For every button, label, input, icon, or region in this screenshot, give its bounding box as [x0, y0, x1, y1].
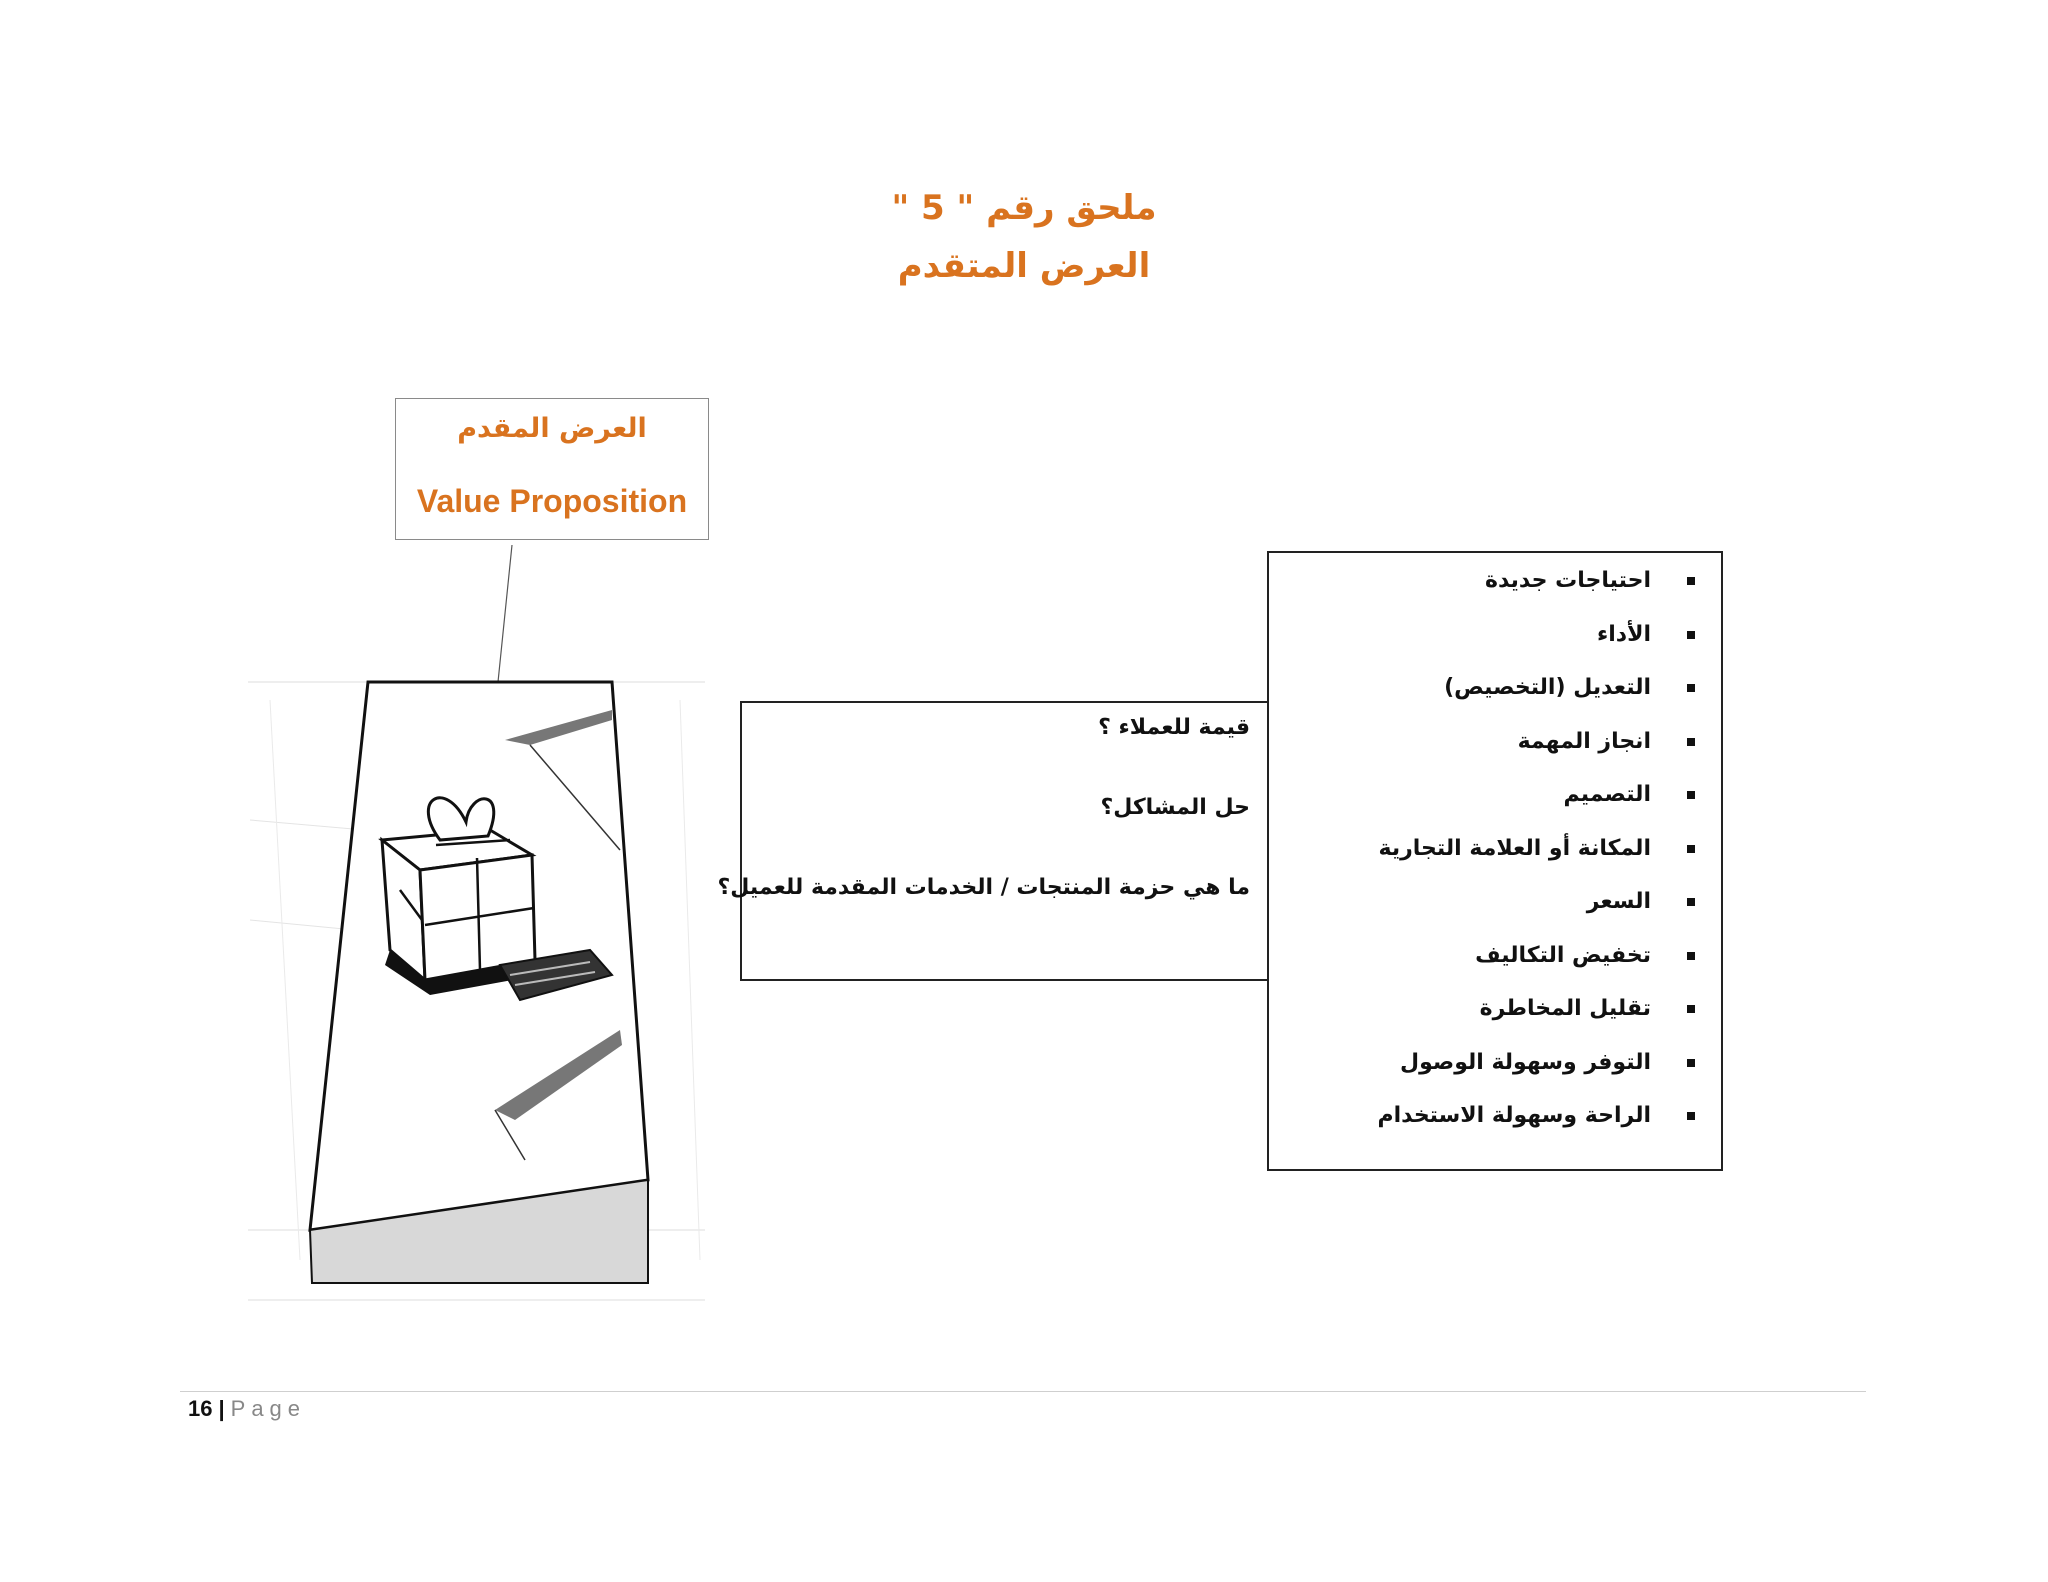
list-item — [1400, 1049, 1651, 1077]
question-customer-value: قيمة للعملاء ؟ — [1098, 715, 1250, 740]
list-item-label: التوفر وسهولة الوصول — [1400, 1050, 1651, 1075]
square-bullet-icon — [1687, 791, 1695, 799]
square-bullet-icon — [1687, 631, 1695, 639]
square-bullet-icon — [1687, 1005, 1695, 1013]
list-item — [1444, 674, 1651, 702]
square-bullet-icon — [1687, 738, 1695, 746]
value-proposition-box — [395, 398, 709, 540]
footer-divider — [180, 1391, 1866, 1392]
list-item — [1587, 888, 1651, 916]
customer-value-questions-box — [717, 701, 1270, 981]
square-bullet-icon — [1687, 577, 1695, 585]
list-item-label: التصميم — [1563, 782, 1651, 807]
list-item-label: السعر — [1586, 889, 1651, 914]
list-item — [1485, 567, 1651, 595]
list-item — [1518, 728, 1651, 756]
square-bullet-icon — [1687, 1112, 1695, 1120]
question-problem-solving: حل المشاكل؟ — [1100, 795, 1250, 820]
value-proposition-arabic: العرض المقدم — [457, 413, 647, 444]
square-bullet-icon — [1687, 845, 1695, 853]
list-item-label: الراحة وسهولة الاستخدام — [1377, 1103, 1651, 1128]
footer-separator: | — [218, 1396, 225, 1421]
appendix-title: ملحق رقم " 5 " — [891, 188, 1157, 228]
list-item-label: انجاز المهمة — [1517, 729, 1651, 754]
list-item-label: تخفيض التكاليف — [1475, 943, 1651, 968]
square-bullet-icon — [1687, 952, 1695, 960]
list-item-label: تقليل المخاطرة — [1479, 996, 1651, 1021]
question-product-bundle: ما هي حزمة المنتجات / الخدمات المقدمة للعميل؟ — [717, 875, 1250, 900]
list-item-label: احتياجات جديدة — [1484, 568, 1651, 593]
list-item-label: التعديل (التخصيص) — [1444, 675, 1651, 700]
page-number: 16 — [188, 1396, 213, 1421]
square-bullet-icon — [1687, 898, 1695, 906]
appendix-subtitle: العرض المتقدم — [897, 246, 1151, 286]
list-item — [1564, 781, 1651, 809]
list-item — [1379, 835, 1651, 863]
value-elements-list-box — [1267, 551, 1723, 1171]
list-item — [1480, 995, 1651, 1023]
list-item-label: المكانة أو العلامة التجارية — [1378, 836, 1651, 861]
square-bullet-icon — [1687, 1059, 1695, 1067]
square-bullet-icon — [1687, 684, 1695, 692]
page-footer — [188, 1396, 306, 1422]
gift-box-illustration — [240, 540, 710, 1320]
page-label: Page — [230, 1396, 307, 1421]
value-proposition-english: Value Proposition — [416, 483, 688, 519]
list-item — [1475, 942, 1651, 970]
list-item-label: الأداء — [1596, 622, 1651, 647]
list-item — [1597, 621, 1651, 649]
list-item — [1377, 1102, 1651, 1130]
callout-line — [498, 545, 512, 682]
